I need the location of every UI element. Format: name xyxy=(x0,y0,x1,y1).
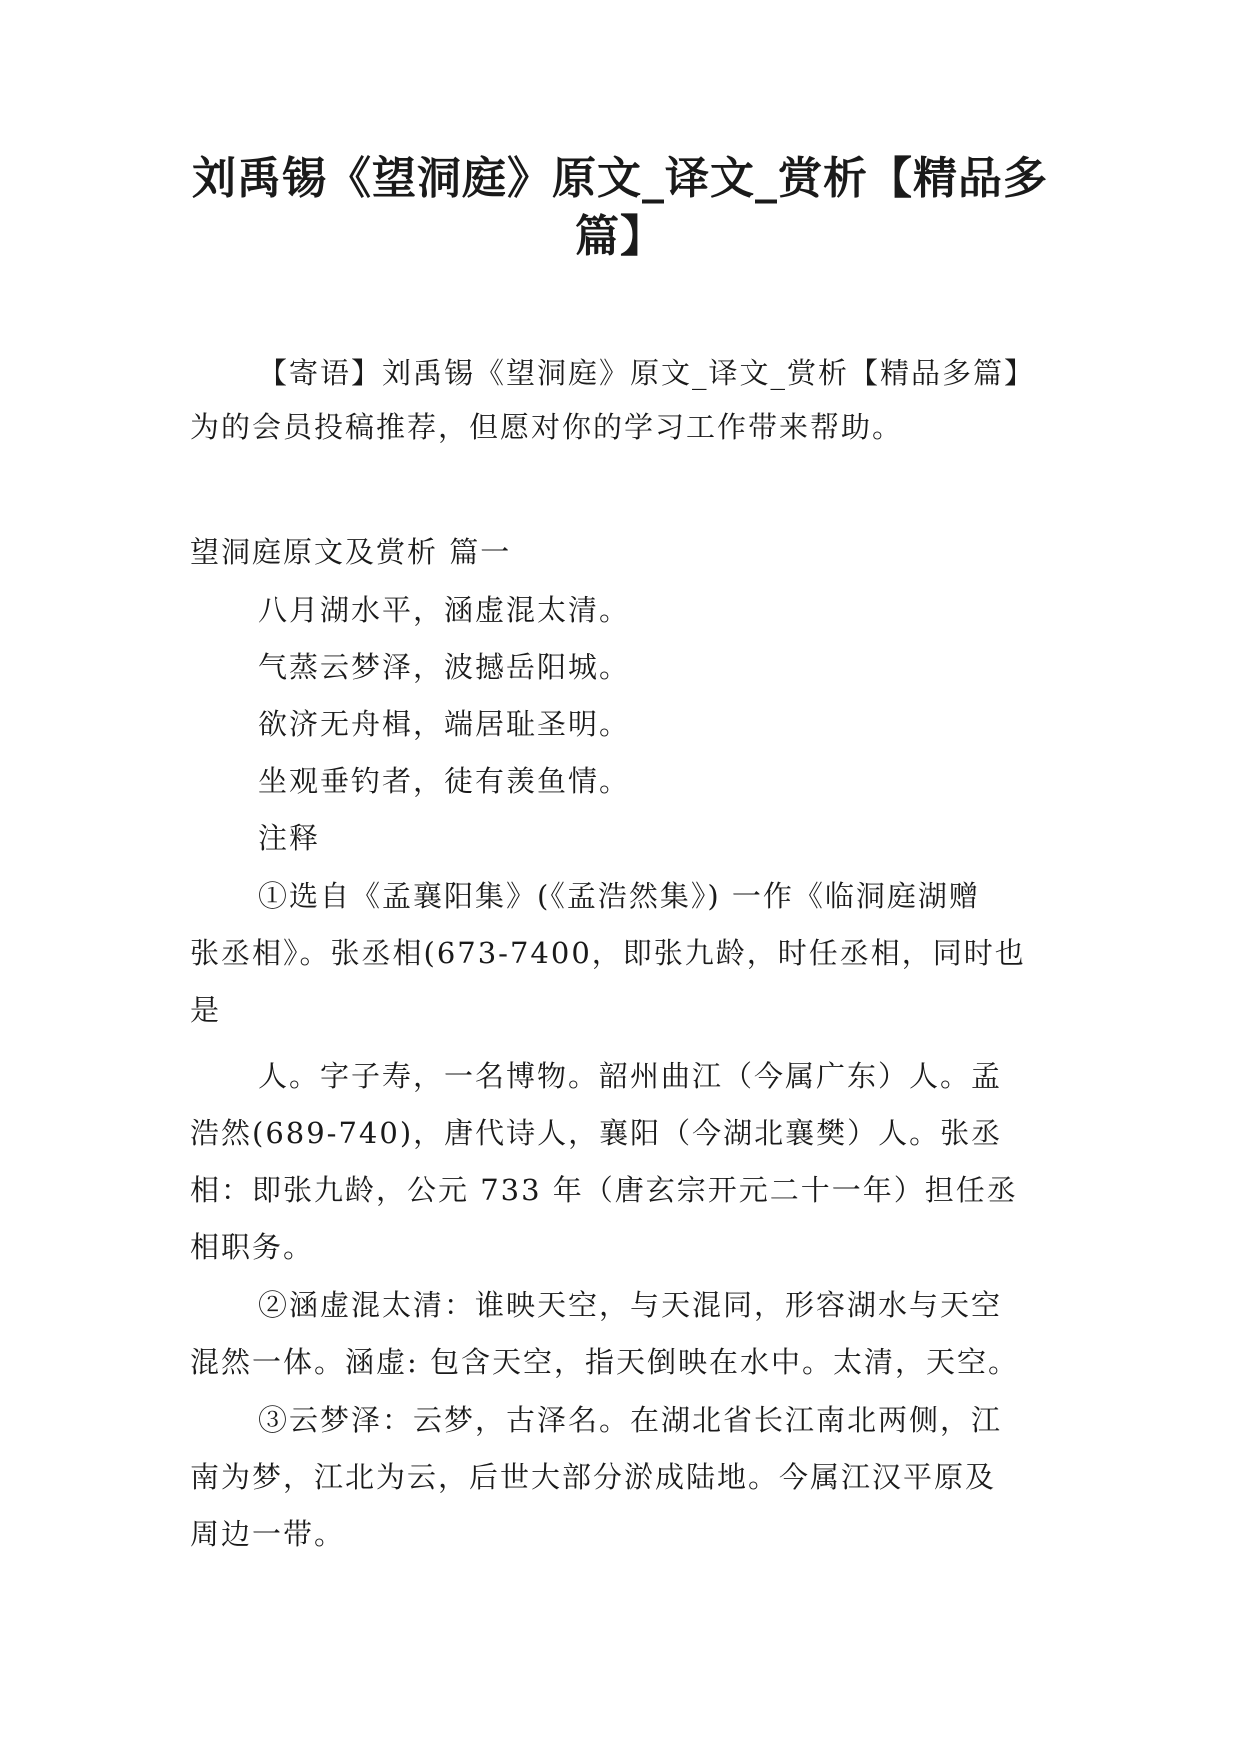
note-1-line-2: 张丞相》。张丞相(673-7400，即张九龄，时任丞相，同时也 xyxy=(190,936,1026,970)
note-1-cont-line-2: 浩然(689-740)，唐代诗人，襄阳（今湖北襄樊）人。张丞 xyxy=(190,1116,1003,1150)
note-3-line-1: ③云梦泽：云梦，古泽名。在湖北省长江南北两侧，江 xyxy=(258,1403,1003,1437)
note-1-cont-line-4: 相职务。 xyxy=(190,1230,315,1264)
note-3-line-3: 周边一带。 xyxy=(190,1517,346,1551)
poem-line-1: 八月湖水平，涵虚混太清。 xyxy=(258,593,631,627)
note-3-line-2: 南为梦，江北为云，后世大部分淤成陆地。今属江汉平原及 xyxy=(190,1460,997,1494)
intro-line-1: 【寄语】刘禹锡《望洞庭》原文_译文_赏析【精品多篇】 xyxy=(258,356,1036,390)
note-1-line-1: ①选自《孟襄阳集》(《孟浩然集》) 一作《临洞庭湖赠 xyxy=(258,879,980,913)
document-title xyxy=(170,150,1070,266)
poem-line-2: 气蒸云梦泽，波撼岳阳城。 xyxy=(258,650,631,684)
note-2-line-2: 混然一体。涵虚: 包含天空，指天倒映在水中。太清，天空。 xyxy=(190,1345,1019,1379)
notes-heading: 注释 xyxy=(258,821,321,855)
note-1-cont-line-1: 人。字子寿，一名博物。韶州曲江（今属广东）人。孟 xyxy=(258,1059,1003,1093)
section-heading: 望洞庭原文及赏析 篇一 xyxy=(190,535,512,569)
note-2-line-1: ②涵虚混太清：谁映天空，与天混同，形容湖水与天空 xyxy=(258,1288,1003,1322)
title-line-1: 刘禹锡《望洞庭》原文_译文_赏析【精品多 xyxy=(192,153,1048,204)
intro-line-2: 为的会员投稿推荐，但愿对你的学习工作带来帮助。 xyxy=(190,410,904,444)
poem-line-4: 坐观垂钓者，徒有羡鱼情。 xyxy=(258,764,631,798)
title-line-2: 篇】 xyxy=(575,211,665,262)
poem-line-3: 欲济无舟楫，端居耻圣明。 xyxy=(258,707,631,741)
note-1-cont-line-3: 相：即张九龄，公元 733 年（唐玄宗开元二十一年）担任丞 xyxy=(190,1173,1018,1207)
note-1-line-3: 是 xyxy=(190,993,222,1027)
